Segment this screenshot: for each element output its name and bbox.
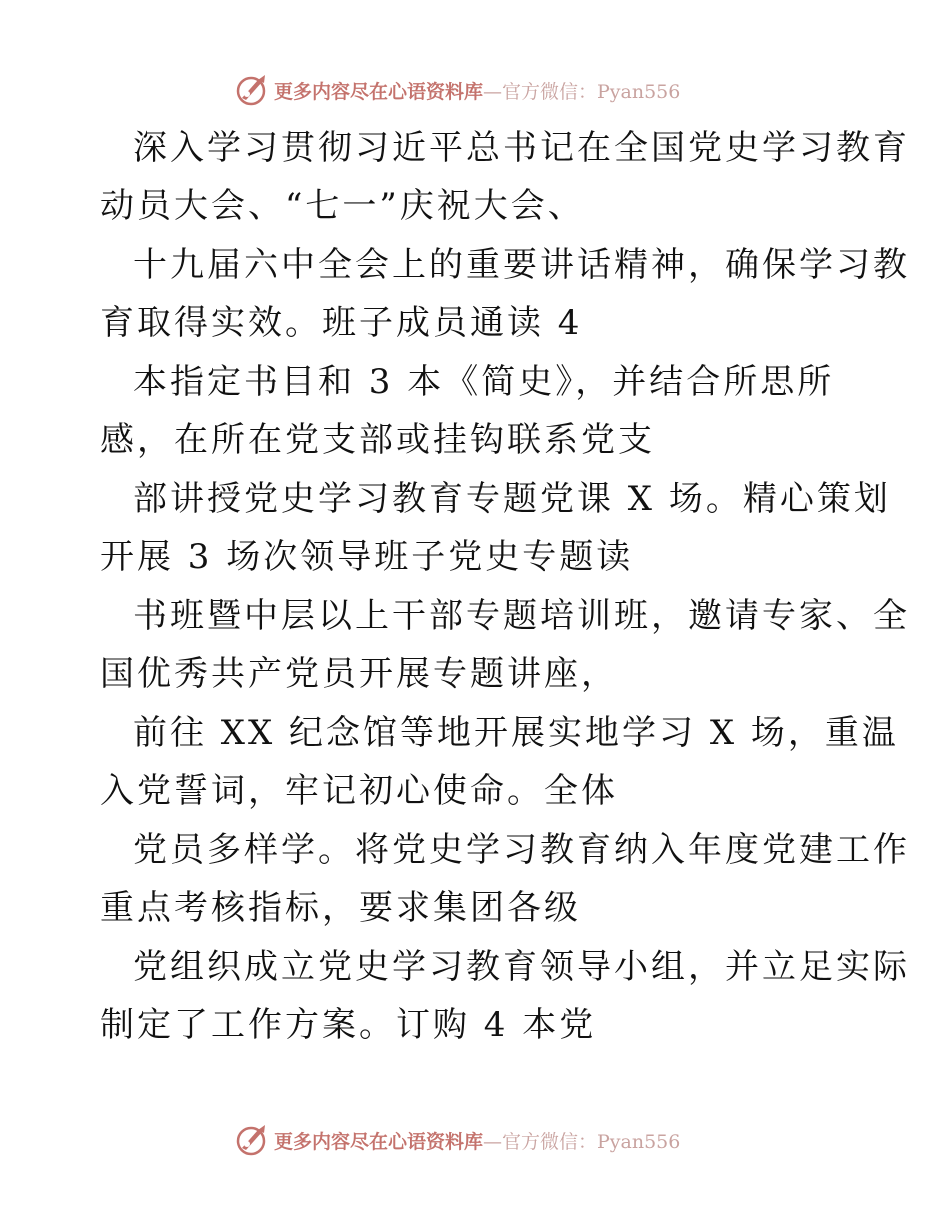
watermark-dash: — bbox=[483, 1130, 503, 1153]
body-line: 前往 XX 纪念馆等地开展实地学习 X 场，重温 bbox=[133, 713, 899, 753]
watermark-brand: 更多内容尽在心语资料库 bbox=[274, 80, 484, 103]
body-line: 国优秀共产党员开展专题讲座， bbox=[100, 654, 618, 694]
footer-watermark bbox=[234, 1120, 680, 1160]
watermark-brand: 更多内容尽在心语资料库 bbox=[274, 1130, 484, 1153]
watermark-text bbox=[274, 1127, 680, 1154]
body-line: 部讲授党史学习教育专题党课 X 场。精心策划 bbox=[133, 479, 891, 519]
body-line: 十九届六中全会上的重要讲话精神，确保学习教 bbox=[133, 245, 910, 285]
body-line: 动员大会、“七一”庆祝大会、 bbox=[100, 186, 585, 226]
watermark-text bbox=[274, 77, 680, 104]
body-line: 入党誓词，牢记初心使命。全体 bbox=[100, 771, 618, 811]
watermark-contact: 官方微信：Pyan556 bbox=[502, 80, 681, 103]
quill-circle-icon bbox=[234, 1122, 270, 1158]
body-line: 本指定书目和 3 本《简史》，并结合所思所 bbox=[133, 362, 835, 402]
body-line: 制定了工作方案。订购 4 本党 bbox=[100, 1005, 597, 1045]
body-line: 党员多样学。将党史学习教育纳入年度党建工作 bbox=[133, 830, 910, 870]
body-line: 开展 3 场次领导班子党史专题读 bbox=[100, 537, 634, 577]
body-line: 重点考核指标，要求集团各级 bbox=[100, 888, 581, 928]
body-line: 书班暨中层以上干部专题培训班，邀请专家、全 bbox=[133, 596, 910, 636]
watermark-contact: 官方微信：Pyan556 bbox=[502, 1130, 681, 1153]
body-line: 感，在所在党支部或挂钩联系党支 bbox=[100, 420, 655, 460]
watermark-dash: — bbox=[483, 80, 503, 103]
body-line: 深入学习贯彻习近平总书记在全国党史学习教育 bbox=[133, 128, 910, 168]
quill-circle-icon bbox=[234, 72, 270, 108]
header-watermark bbox=[234, 70, 680, 110]
body-line: 党组织成立党史学习教育领导小组，并立足实际 bbox=[133, 947, 910, 987]
body-line: 育取得实效。班子成员通读 4 bbox=[100, 303, 583, 343]
